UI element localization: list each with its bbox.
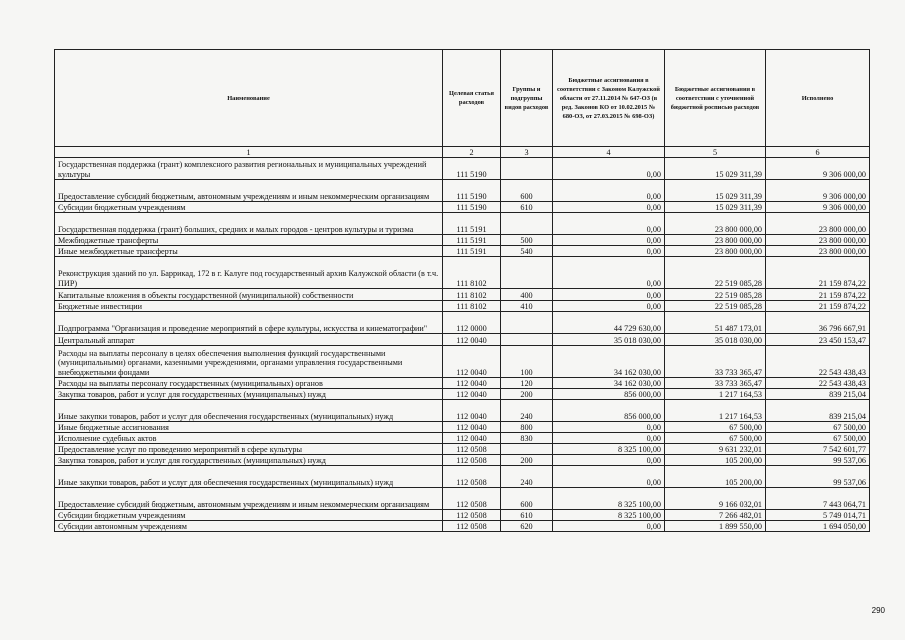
row-executed-cell: 1 694 050,00	[766, 521, 870, 532]
row-group-cell: 500	[501, 235, 553, 246]
row-refined-cell: 7 266 482,01	[665, 510, 766, 521]
column-number: 3	[501, 147, 553, 158]
row-executed-cell: 23 800 000,00	[766, 235, 870, 246]
row-group-cell	[501, 213, 553, 235]
row-group-cell: 620	[501, 521, 553, 532]
row-law-cell: 35 018 030,00	[553, 334, 665, 346]
row-target-cell: 112 0508	[443, 510, 501, 521]
row-group-cell	[501, 158, 553, 180]
row-name-cell: Подпрограмма "Организация и проведение мероприятий в сфере культуры, искусства и кинематографии"	[55, 312, 443, 334]
row-name-cell: Субсидии автономным учреждениям	[55, 521, 443, 532]
table-row	[55, 202, 870, 213]
row-name-cell: Иные межбюджетные трансферты	[55, 246, 443, 257]
row-executed-cell: 22 543 438,43	[766, 378, 870, 389]
row-executed-cell: 99 537,06	[766, 466, 870, 488]
row-law-cell: 8 325 100,00	[553, 488, 665, 510]
table-row	[55, 389, 870, 400]
row-refined-cell: 23 800 000,00	[665, 213, 766, 235]
row-group-cell: 600	[501, 180, 553, 202]
table-row	[55, 312, 870, 334]
row-law-cell: 0,00	[553, 521, 665, 532]
column-number: 1	[55, 147, 443, 158]
row-name-cell: Расходы на выплаты персоналу в целях обеспечения выполнения функций государственными (муниципальными) органами, казенными учреждениями, органами управления государственными внебюджетными фондами	[55, 346, 443, 378]
row-target-cell: 111 8102	[443, 301, 501, 312]
table-row	[55, 334, 870, 346]
table-row	[55, 422, 870, 433]
table-row	[55, 433, 870, 444]
row-refined-cell: 35 018 030,00	[665, 334, 766, 346]
row-group-cell	[501, 444, 553, 455]
row-executed-cell: 99 537,06	[766, 455, 870, 466]
row-group-cell: 830	[501, 433, 553, 444]
row-executed-cell: 21 159 874,22	[766, 257, 870, 289]
column-number: 4	[553, 147, 665, 158]
column-number: 2	[443, 147, 501, 158]
row-target-cell: 111 5190	[443, 202, 501, 213]
row-target-cell: 112 0040	[443, 378, 501, 389]
row-executed-cell: 23 450 153,47	[766, 334, 870, 346]
header-name: Наименование	[55, 50, 443, 147]
row-group-cell: 600	[501, 488, 553, 510]
row-law-cell: 0,00	[553, 466, 665, 488]
row-target-cell: 112 0040	[443, 334, 501, 346]
row-target-cell: 111 5191	[443, 246, 501, 257]
row-group-cell: 200	[501, 389, 553, 400]
row-refined-cell: 1 899 550,00	[665, 521, 766, 532]
row-refined-cell: 22 519 085,28	[665, 289, 766, 301]
row-refined-cell: 15 029 311,39	[665, 180, 766, 202]
row-law-cell: 0,00	[553, 246, 665, 257]
row-executed-cell: 67 500,00	[766, 422, 870, 433]
row-executed-cell: 839 215,04	[766, 389, 870, 400]
page-number: 290	[871, 606, 885, 615]
row-target-cell: 112 0040	[443, 346, 501, 378]
table-row	[55, 158, 870, 180]
row-target-cell: 112 0040	[443, 400, 501, 422]
row-target-cell: 111 5191	[443, 213, 501, 235]
table-row	[55, 235, 870, 246]
row-name-cell: Закупка товаров, работ и услуг для государственных (муниципальных) нужд	[55, 389, 443, 400]
row-name-cell: Государственная поддержка (грант) больших, средних и малых городов - центров культуры и туризма	[55, 213, 443, 235]
table-row	[55, 444, 870, 455]
row-law-cell: 0,00	[553, 422, 665, 433]
row-name-cell: Иные закупки товаров, работ и услуг для обеспечения государственных (муниципальных) нужд	[55, 400, 443, 422]
row-group-cell: 100	[501, 346, 553, 378]
row-executed-cell: 67 500,00	[766, 433, 870, 444]
row-law-cell: 856 000,00	[553, 400, 665, 422]
row-refined-cell: 33 733 365,47	[665, 346, 766, 378]
row-executed-cell: 22 543 438,43	[766, 346, 870, 378]
row-law-cell: 0,00	[553, 257, 665, 289]
row-target-cell: 112 0040	[443, 433, 501, 444]
row-group-cell: 410	[501, 301, 553, 312]
table-row	[55, 466, 870, 488]
row-law-cell: 0,00	[553, 213, 665, 235]
row-executed-cell: 9 306 000,00	[766, 180, 870, 202]
row-executed-cell: 21 159 874,22	[766, 301, 870, 312]
row-refined-cell: 9 166 032,01	[665, 488, 766, 510]
row-group-cell: 120	[501, 378, 553, 389]
row-refined-cell: 23 800 000,00	[665, 235, 766, 246]
row-group-cell: 240	[501, 400, 553, 422]
row-executed-cell: 23 800 000,00	[766, 246, 870, 257]
row-refined-cell: 15 029 311,39	[665, 158, 766, 180]
table-row	[55, 400, 870, 422]
row-group-cell: 540	[501, 246, 553, 257]
row-refined-cell: 22 519 085,28	[665, 301, 766, 312]
row-refined-cell: 33 733 365,47	[665, 378, 766, 389]
column-number: 5	[665, 147, 766, 158]
row-law-cell: 0,00	[553, 289, 665, 301]
row-group-cell: 240	[501, 466, 553, 488]
table-row	[55, 346, 870, 378]
row-name-cell: Закупка товаров, работ и услуг для государственных (муниципальных) нужд	[55, 455, 443, 466]
row-refined-cell: 67 500,00	[665, 433, 766, 444]
row-name-cell: Субсидии бюджетным учреждениям	[55, 202, 443, 213]
row-target-cell: 112 0508	[443, 488, 501, 510]
row-name-cell: Предоставление субсидий бюджетным, автономным учреждениям и иным некоммерческим организациям	[55, 488, 443, 510]
row-target-cell: 111 8102	[443, 257, 501, 289]
header-executed: Исполнено	[766, 50, 870, 147]
row-target-cell: 112 0508	[443, 455, 501, 466]
row-refined-cell: 15 029 311,39	[665, 202, 766, 213]
row-law-cell: 0,00	[553, 158, 665, 180]
row-refined-cell: 67 500,00	[665, 422, 766, 433]
column-number: 6	[766, 147, 870, 158]
row-group-cell	[501, 334, 553, 346]
row-name-cell: Центральный аппарат	[55, 334, 443, 346]
row-group-cell	[501, 312, 553, 334]
row-name-cell: Исполнение судебных актов	[55, 433, 443, 444]
row-name-cell: Субсидии бюджетным учреждениям	[55, 510, 443, 521]
table-header-row	[55, 50, 870, 147]
row-executed-cell: 7 443 064,71	[766, 488, 870, 510]
table-row	[55, 521, 870, 532]
row-executed-cell: 7 542 601,77	[766, 444, 870, 455]
row-refined-cell: 105 200,00	[665, 455, 766, 466]
table-row	[55, 488, 870, 510]
row-group-cell: 200	[501, 455, 553, 466]
row-executed-cell: 36 796 667,91	[766, 312, 870, 334]
row-refined-cell: 51 487 173,01	[665, 312, 766, 334]
row-group-cell: 800	[501, 422, 553, 433]
row-law-cell: 0,00	[553, 180, 665, 202]
table-row	[55, 213, 870, 235]
row-name-cell: Предоставление услуг по проведению мероприятий в сфере культуры	[55, 444, 443, 455]
row-name-cell: Иные закупки товаров, работ и услуг для обеспечения государственных (муниципальных) нужд	[55, 466, 443, 488]
row-executed-cell: 839 215,04	[766, 400, 870, 422]
row-law-cell: 856 000,00	[553, 389, 665, 400]
row-executed-cell: 5 749 014,71	[766, 510, 870, 521]
row-name-cell: Расходы на выплаты персоналу государственных (муниципальных) органов	[55, 378, 443, 389]
row-executed-cell: 23 800 000,00	[766, 213, 870, 235]
row-target-cell: 112 0508	[443, 466, 501, 488]
table-row	[55, 289, 870, 301]
row-name-cell: Государственная поддержка (грант) комплексного развития региональных и муниципальных учреждений культуры	[55, 158, 443, 180]
row-name-cell: Капитальные вложения в объекты государственной (муниципальной) собственности	[55, 289, 443, 301]
row-name-cell: Межбюджетные трансферты	[55, 235, 443, 246]
table-row	[55, 510, 870, 521]
row-name-cell: Бюджетные инвестиции	[55, 301, 443, 312]
row-target-cell: 112 0040	[443, 389, 501, 400]
row-name-cell: Предоставление субсидий бюджетным, автономным учреждениям и иным некоммерческим организациям	[55, 180, 443, 202]
header-refined-allocation: Бюджетные ассигнования в соответствии с уточненной бюджетной росписью расходов	[665, 50, 766, 147]
row-executed-cell: 9 306 000,00	[766, 158, 870, 180]
row-law-cell: 8 325 100,00	[553, 444, 665, 455]
row-refined-cell: 9 631 232,01	[665, 444, 766, 455]
row-target-cell: 111 8102	[443, 289, 501, 301]
row-law-cell: 0,00	[553, 235, 665, 246]
row-group-cell: 610	[501, 202, 553, 213]
row-law-cell: 44 729 630,00	[553, 312, 665, 334]
row-executed-cell: 21 159 874,22	[766, 289, 870, 301]
header-target-article: Целевая статья расходов	[443, 50, 501, 147]
table-body	[55, 158, 870, 532]
row-refined-cell: 105 200,00	[665, 466, 766, 488]
row-name-cell: Иные бюджетные ассигнования	[55, 422, 443, 433]
row-law-cell: 8 325 100,00	[553, 510, 665, 521]
header-expense-group: Группы и подгруппы видов расходов	[501, 50, 553, 147]
row-refined-cell: 1 217 164,53	[665, 400, 766, 422]
table-row	[55, 301, 870, 312]
budget-table	[54, 49, 870, 532]
row-law-cell: 34 162 030,00	[553, 378, 665, 389]
row-law-cell: 0,00	[553, 455, 665, 466]
row-target-cell: 112 0508	[443, 521, 501, 532]
row-target-cell: 112 0040	[443, 422, 501, 433]
row-name-cell: Реконструкция зданий по ул. Баррикад, 172 в г. Калуге под государственный архив Калужской области (в т.ч. ПИР)	[55, 257, 443, 289]
row-target-cell: 111 5190	[443, 158, 501, 180]
header-law-allocation: Бюджетные ассигнования в соответствии с Законом Калужской области от 27.11.2014 № 647-ОЗ (в ред. Законов КО от 10.02.2015 № 680-ОЗ, от 27.03.2015 № 698-ОЗ)	[553, 50, 665, 147]
table-row	[55, 180, 870, 202]
row-law-cell: 34 162 030,00	[553, 346, 665, 378]
table-row	[55, 246, 870, 257]
row-refined-cell: 1 217 164,53	[665, 389, 766, 400]
row-target-cell: 112 0508	[443, 444, 501, 455]
row-target-cell: 111 5191	[443, 235, 501, 246]
column-numbers-row	[55, 147, 870, 158]
row-executed-cell: 9 306 000,00	[766, 202, 870, 213]
row-law-cell: 0,00	[553, 433, 665, 444]
row-target-cell: 111 5190	[443, 180, 501, 202]
table-row	[55, 455, 870, 466]
row-refined-cell: 22 519 085,28	[665, 257, 766, 289]
table-row	[55, 257, 870, 289]
row-group-cell	[501, 257, 553, 289]
row-group-cell: 610	[501, 510, 553, 521]
row-law-cell: 0,00	[553, 202, 665, 213]
row-target-cell: 112 0000	[443, 312, 501, 334]
row-refined-cell: 23 800 000,00	[665, 246, 766, 257]
row-group-cell: 400	[501, 289, 553, 301]
table-row	[55, 378, 870, 389]
row-law-cell: 0,00	[553, 301, 665, 312]
